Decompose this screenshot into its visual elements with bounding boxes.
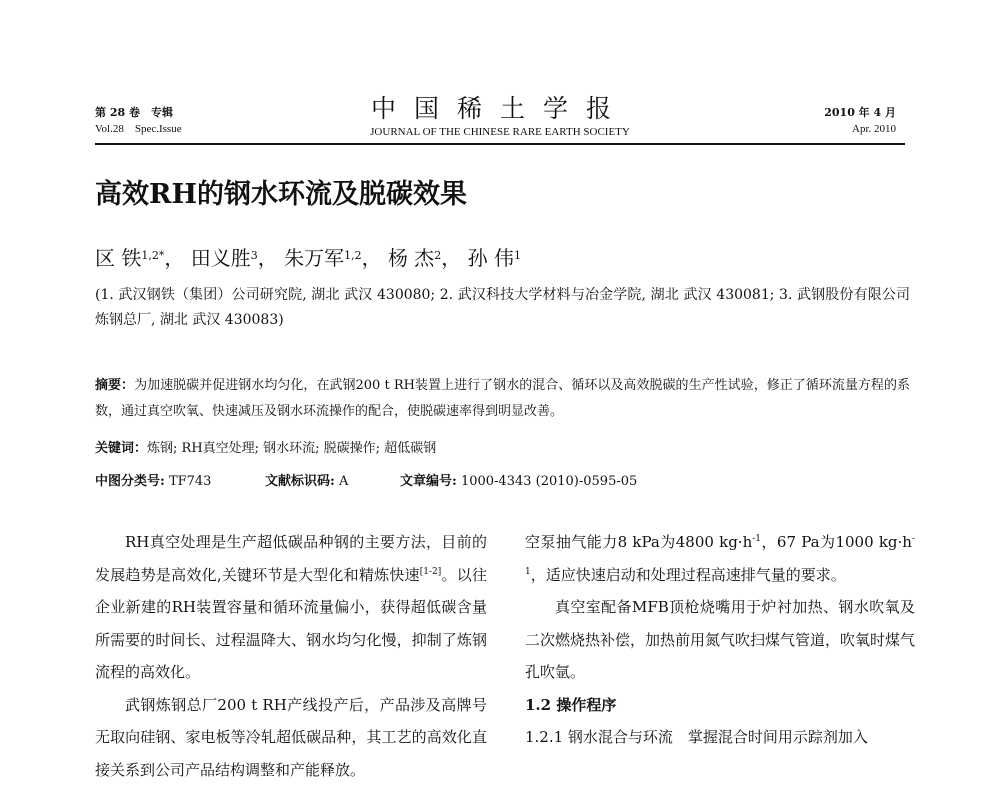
- paragraph-text: ，67 Pa为1000 kg·h: [761, 533, 912, 551]
- journal-title-cn: 中国稀土学报: [300, 94, 700, 124]
- section-heading: 1.2 操作程序: [525, 689, 915, 722]
- article-no-value: 1000-4343 (2010)-0595-05: [461, 474, 637, 489]
- abstract-text: 为加速脱碳并促进钢水均匀化，在武钢200 t RH装置上进行了钢水的混合、循环以及高效脱碳的生产性试验，修正了循环流量方程的系数，通过真空吹氧、快速减压及钢水环流操作的配合，使脱碳速率得到明显改善。: [95, 378, 910, 419]
- doc-code-label: 文献标识码:: [265, 474, 335, 489]
- paragraph-text: RH真空处理是生产超低碳品种钢的主要方法，目前的发展趋势是高效化,关键环节是大型化和精炼快速: [95, 533, 487, 584]
- journal-title-en: JOURNAL OF THE CHINESE RARE EARTH SOCIETY: [300, 125, 700, 139]
- clc-label: 中图分类号:: [95, 474, 165, 489]
- body-column-right: [525, 526, 915, 754]
- author-name: 孙 伟: [468, 246, 514, 270]
- paragraph: 武钢炼钢总厂200 t RH产线投产后，产品涉及高牌号无取向硅钢、家电板等冷轧超低碳品种，其工艺的高效化直接关系到公司产品结构调整和产能释放。: [95, 689, 487, 786]
- unit-exponent: -1: [752, 534, 761, 544]
- author-affil-sup: 1,2*: [141, 249, 164, 262]
- author-sep: ，: [164, 246, 184, 270]
- volume-en: Vol.28 Spec.Issue: [95, 121, 182, 138]
- author-affil-sup: 1,2: [344, 249, 362, 262]
- doc-code-value: A: [339, 474, 348, 489]
- paragraph: 1.2.1 钢水混合与环流 掌握混合时间用示踪剂加入: [525, 721, 915, 754]
- article-title: 高效RH的钢水环流及脱碳效果: [95, 175, 467, 215]
- affiliations: (1. 武汉钢铁（集团）公司研究院, 湖北 武汉 430080; 2. 武汉科技大学材料与冶金学院, 湖北 武汉 430081; 3. 武钢股份有限公司炼钢总厂, 湖北 武汉 430083): [95, 283, 910, 333]
- paragraph: [525, 526, 915, 591]
- author-sep: ，: [258, 246, 278, 270]
- author-name: 朱万军: [284, 246, 344, 270]
- abstract: [95, 373, 910, 425]
- paragraph: [95, 526, 487, 689]
- body-column-left: [95, 526, 487, 786]
- paragraph-text: ，适应快速启动和处理过程高速排气量的要求。: [531, 566, 846, 584]
- header-date: [824, 104, 896, 138]
- date-cn: 2010 年 4 月: [824, 104, 896, 121]
- keywords-label: 关键词：: [95, 441, 147, 456]
- author-name: 田义胜: [191, 246, 251, 270]
- citation-ref: [1-2]: [420, 567, 442, 577]
- author-sep: ，: [362, 246, 382, 270]
- keywords-text: 炼钢; RH真空处理; 钢水环流; 脱碳操作; 超低碳钢: [147, 441, 436, 456]
- unit-exponent: -1: [525, 534, 915, 577]
- header-journal: [300, 94, 700, 139]
- author-name: 杨 杰: [388, 246, 434, 270]
- header-volume: [95, 104, 182, 138]
- author-list: [95, 243, 521, 273]
- clc-value: TF743: [169, 474, 212, 489]
- classification-line: [95, 471, 910, 493]
- author-name: 区 铁: [95, 246, 141, 270]
- paragraph: 真空室配备MFB顶枪烧嘴用于炉衬加热、钢水吹氧及二次燃烧热补偿，加热前用氮气吹扫煤气管道，吹氧时煤气孔吹氩。: [525, 591, 915, 689]
- author-affil-sup: 2: [434, 249, 441, 262]
- header-rule: [95, 143, 905, 145]
- article-no-label: 文章编号:: [400, 474, 457, 489]
- author-affil-sup: 1: [514, 249, 521, 262]
- paragraph-text: 空泵抽气能力8 kPa为4800 kg·h: [525, 533, 752, 551]
- paragraph-text: 。以往企业新建的RH装置容量和循环流量偏小，获得超低碳含量所需要的时间长、过程温降大、钢水均匀化慢，抑制了炼钢流程的高效化。: [95, 566, 487, 682]
- volume-cn: 第 28 卷 专辑: [95, 104, 182, 121]
- author-sep: ，: [441, 246, 461, 270]
- author-affil-sup: 3: [251, 249, 258, 262]
- keywords: [95, 438, 910, 460]
- abstract-label: 摘要：: [95, 378, 134, 393]
- date-en: Apr. 2010: [824, 121, 896, 138]
